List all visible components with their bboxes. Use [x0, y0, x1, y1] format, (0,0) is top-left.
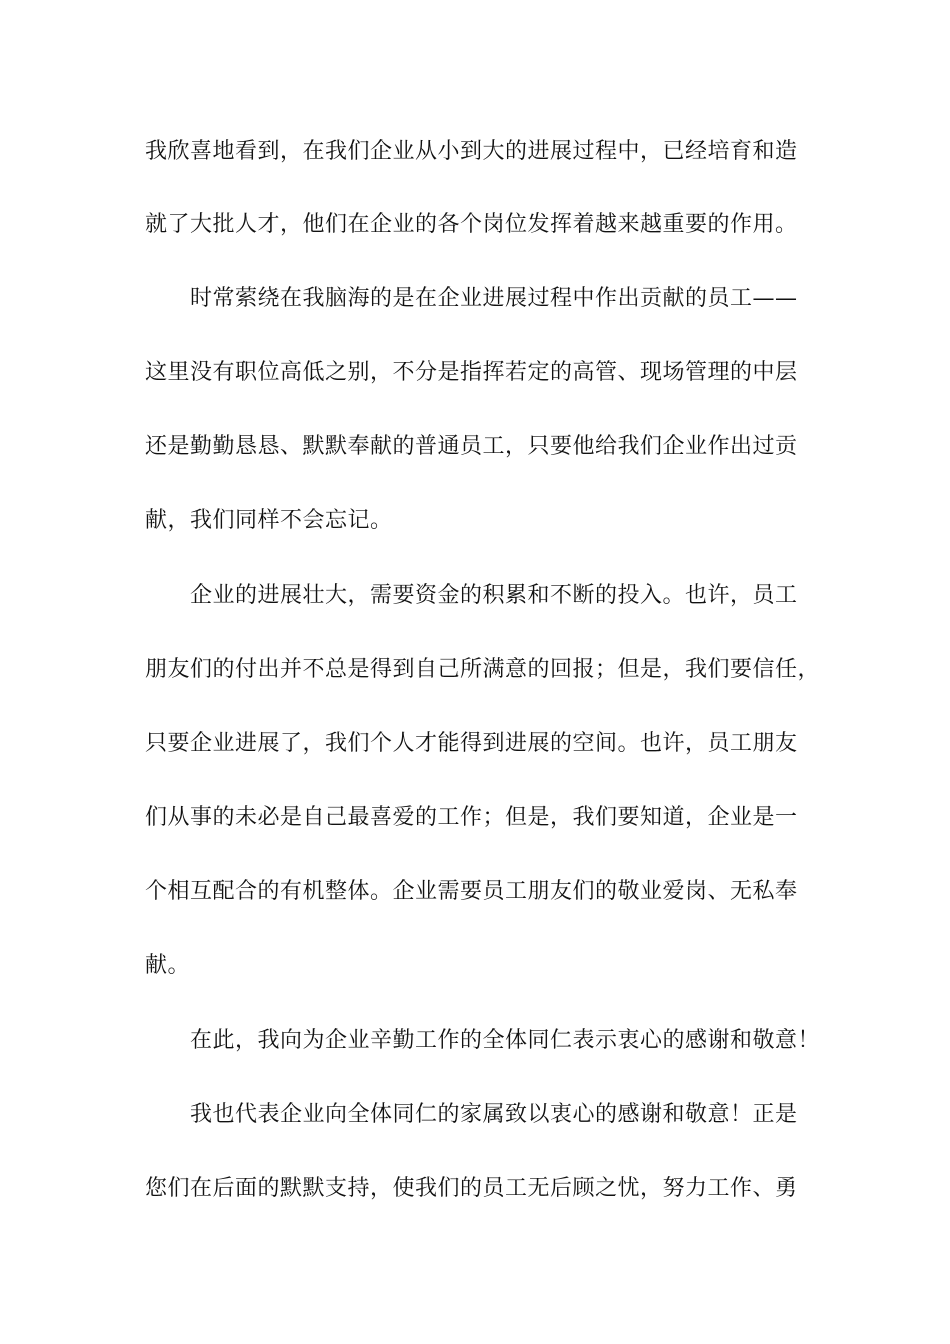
paragraph-line: 们从事的未必是自己最喜爱的工作；但是，我们要知道，企业是一: [145, 805, 798, 830]
paragraph-line: 朋友们的付出并不总是得到自己所满意的回报；但是，我们要信任，: [145, 657, 821, 682]
paragraph-line: 您们在后面的默默支持，使我们的员工无后顾之忧，努力工作、勇: [145, 1176, 798, 1201]
paragraph-first-line: 企业的进展壮大，需要资金的积累和不断的投入。也许，员工: [190, 583, 798, 608]
paragraph-line: 只要企业进展了，我们个人才能得到进展的空间。也许，员工朋友: [145, 731, 798, 756]
paragraph-line: 还是勤勤恳恳、默默奉献的普通员工，只要他给我们企业作出过贡: [145, 434, 798, 459]
paragraph-line: 就了大批人才，他们在企业的各个岗位发挥着越来越重要的作用。: [145, 212, 798, 237]
paragraph-first-line: 在此，我向为企业辛勤工作的全体同仁表示衷心的感谢和敬意！: [190, 1028, 821, 1053]
paragraph-line: 献，我们同样不会忘记。: [145, 508, 393, 533]
paragraph-line: 这里没有职位高低之别，不分是指挥若定的高管、现场管理的中层: [145, 360, 798, 385]
paragraph-line: 献。: [145, 953, 191, 978]
paragraph-line: 我欣喜地看到，在我们企业从小到大的进展过程中，已经培育和造: [145, 139, 798, 164]
paragraph-first-line: 时常萦绕在我脑海的是在企业进展过程中作出贡献的员工——: [190, 286, 798, 311]
paragraph-first-line: 我也代表企业向全体同仁的家属致以衷心的感谢和敬意！正是: [190, 1102, 798, 1127]
paragraph-line: 个相互配合的有机整体。企业需要员工朋友们的敬业爱岗、无私奉: [145, 879, 798, 904]
